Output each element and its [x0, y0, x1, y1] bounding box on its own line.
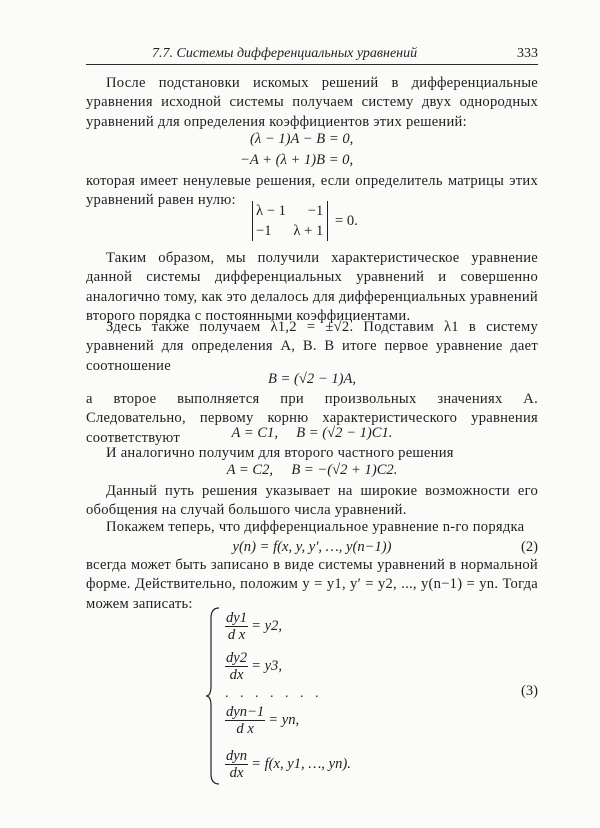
paragraph-1: После подстановки искомых решений в дифференциальные уравнения исходной системы получаем систему двух однородных уравнений для определения коэффициентов этих решений:: [86, 75, 538, 130]
paragraph-2: которая имеет ненулевые решения, если определитель матрицы этих уравнений равен нулю:: [86, 173, 538, 209]
fraction-numerator: dy1: [226, 610, 248, 626]
system-row-2: [225, 650, 282, 683]
left-brace-icon: [205, 606, 221, 786]
equation-B: B = (√2 − 1)A,: [267, 371, 357, 387]
system-row-rhs: = f(x, y1, …, yn).: [251, 756, 351, 772]
fraction-denominator: d x: [236, 721, 254, 737]
equation-label-3: (3): [520, 683, 538, 699]
determinant-equals-zero: = 0.: [334, 213, 358, 229]
system-row-rhs: = y3,: [251, 658, 282, 674]
system-row-3: [225, 704, 299, 737]
paragraph-7: Данный путь решения указывает на широкие возможности его обобщения на случай большого числа уравнений.: [86, 483, 538, 519]
fraction-denominator: dx: [229, 667, 244, 683]
fraction-denominator: dx: [229, 765, 244, 781]
paragraph-6: И аналогично получим для второго частного решения: [106, 445, 454, 461]
determinant-matrix: [252, 201, 328, 241]
paragraph-3: Таким образом, мы получили характеристическое уравнение данной системы дифференциальных уравнений и совершенно аналогично тому, как это делалось для дифференциальных уравнений второго порядка с постоянными коэффициентами.: [86, 250, 538, 324]
paragraph-9: всегда может быть записано в виде системы уравнений в нормальной форме. Действительно, положим y = y1, y′ = y2, ..., y(n−1) = yn. Тогда можем записать:: [86, 557, 538, 612]
equation-c1: A = C1, B = (√2 − 1)C1.: [231, 425, 393, 441]
page-number: 333: [517, 46, 538, 61]
system-ellipsis-row: . . . . . . .: [225, 686, 323, 701]
determinant: [252, 201, 358, 241]
system-row-rhs: = y2,: [251, 618, 282, 634]
equation-2: −A + (λ + 1)B = 0,: [240, 152, 354, 168]
determinant-row-2: −1 λ + 1: [256, 223, 324, 239]
system-row-rhs: = yn,: [268, 712, 300, 728]
paragraph-8: Покажем теперь, что дифференциальное уравнение n-го порядка: [106, 519, 525, 535]
equation-n-text: y(n) = f(x, y, y′, …, y(n−1)): [232, 539, 392, 555]
equation-system: [205, 606, 385, 786]
fraction-numerator: dy2: [226, 650, 248, 666]
system-row-4: [225, 748, 351, 781]
equation-n-order: [86, 538, 538, 557]
fraction-numerator: dyn−1: [226, 704, 265, 720]
fraction-denominator: d x: [227, 627, 246, 643]
chapter-title: 7.7. Системы дифференциальных уравнений: [152, 46, 418, 61]
paragraph-5: а второе выполняется при произвольных значениях A. Следовательно, первому корню характеристического уравнения соответствуют: [86, 391, 538, 446]
equation-label-2: (2): [520, 539, 538, 555]
running-header: [86, 46, 538, 65]
equation-c2: A = C2, B = −(√2 + 1)C2.: [226, 462, 398, 478]
equation-1: (λ − 1)A − B = 0,: [250, 131, 354, 147]
determinant-row-1: λ − 1 −1: [256, 203, 324, 219]
paragraph-4: Здесь также получаем λ1,2 = ±√2. Подставим λ1 в систему уравнений для определения A, B. В итоге первое уравнение дает соотношение: [86, 319, 538, 374]
fraction-numerator: dyn: [226, 748, 248, 764]
system-row-1: [225, 610, 282, 643]
